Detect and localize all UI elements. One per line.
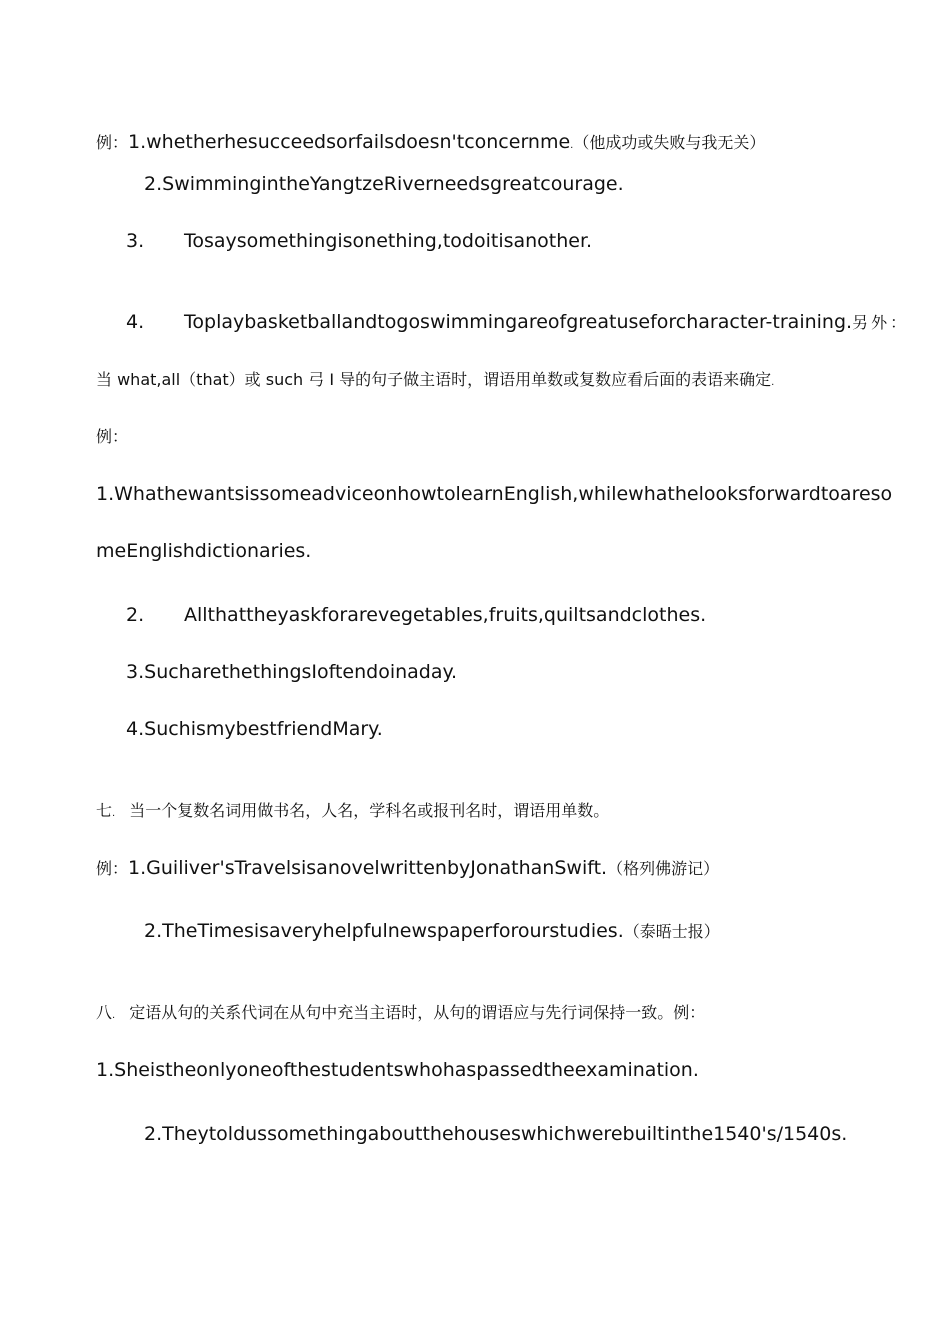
rule-line-what-all-such	[96, 368, 774, 395]
example-line-8	[126, 717, 383, 741]
sentence-text: meEnglishdictionaries.	[96, 540, 312, 562]
sentence-text: 2.TheTimesisaveryhelpfulnewspaperforourstudies.	[144, 920, 624, 942]
sentence-text: 2.Theytoldussomethingaboutthehouseswhichwerebuiltinthe1540's/1540s.	[144, 1123, 848, 1145]
sentence-text: 1.whetherhesucceedsorfailsdoesn'tconcernme	[128, 131, 571, 153]
section-number: 八	[96, 1003, 113, 1022]
example-prefix: 例：	[96, 427, 129, 446]
item-number: 2.	[126, 604, 145, 626]
rule-dot: .	[771, 377, 775, 388]
sentence-text: 1.WhathewantsissomeadviceonhowtolearnEnglish,whilewhathelooksforwardtoareso	[96, 483, 893, 505]
translation-note: （格列佛游记）	[607, 859, 720, 878]
section-text: 当一个复数名词用做书名，人名，学科名或报刊名时，谓语用单数。	[129, 801, 610, 820]
example-line-6	[126, 603, 706, 627]
sentence-dot: .	[570, 140, 574, 151]
sentence-text: Tosaysomethingisonething,todoitisanother.	[184, 230, 593, 252]
example-line-5-continued	[96, 539, 311, 563]
item-number: 3.	[126, 230, 145, 252]
example-line-7	[126, 660, 457, 684]
example-prefix: 例：	[96, 133, 129, 152]
example-line-12	[144, 1122, 847, 1146]
translation-note: （泰晤士报）	[623, 922, 720, 941]
example-label	[96, 425, 128, 449]
item-number: 4.	[126, 311, 145, 333]
example-line-1	[96, 130, 765, 158]
additional-note: 另外：	[852, 313, 910, 332]
example-line-3	[126, 229, 592, 253]
section-eight-heading	[96, 1001, 705, 1028]
example-prefix: 例：	[96, 859, 129, 878]
sentence-text: 3.SucharethethingsIoftendoinaday.	[126, 661, 458, 683]
section-text: 定语从句的关系代词在从句中充当主语时，从句的谓语应与先行词保持一致。例：	[129, 1003, 706, 1022]
example-line-9	[96, 856, 719, 881]
sentence-text: 4.SuchismybestfriendMary.	[126, 718, 383, 740]
example-line-5	[96, 482, 892, 506]
sentence-text: 1.Sheistheonlyoneofthestudentswhohaspassedtheexamination.	[96, 1059, 699, 1081]
sentence-text: 2.SwimmingintheYangtzeRiverneedsgreatcourage.	[144, 173, 624, 195]
sentence-text: Allthattheyaskforarevegetables,fruits,quiltsandclothes.	[184, 604, 707, 626]
section-number: 七	[96, 801, 113, 820]
example-line-11	[96, 1058, 699, 1082]
translation-note: （他成功或失败与我无关）	[573, 133, 766, 152]
section-dot: .	[112, 808, 116, 819]
rule-text: 当 what,all（that）或 such 弓 I 导的句子做主语时，谓语用单数或复数应看后面的表语来确定	[96, 370, 772, 389]
section-seven-heading	[96, 799, 609, 826]
sentence-text: Toplaybasketballandtogoswimmingareofgreatuseforcharacter-training.	[184, 311, 853, 333]
sentence-text: 1.Guiliver'sTravelsisanovelwrittenbyJonathanSwift.	[128, 857, 608, 879]
example-line-4	[126, 310, 909, 335]
example-line-10	[144, 919, 720, 944]
example-line-2	[144, 172, 624, 196]
section-dot: .	[112, 1010, 116, 1021]
